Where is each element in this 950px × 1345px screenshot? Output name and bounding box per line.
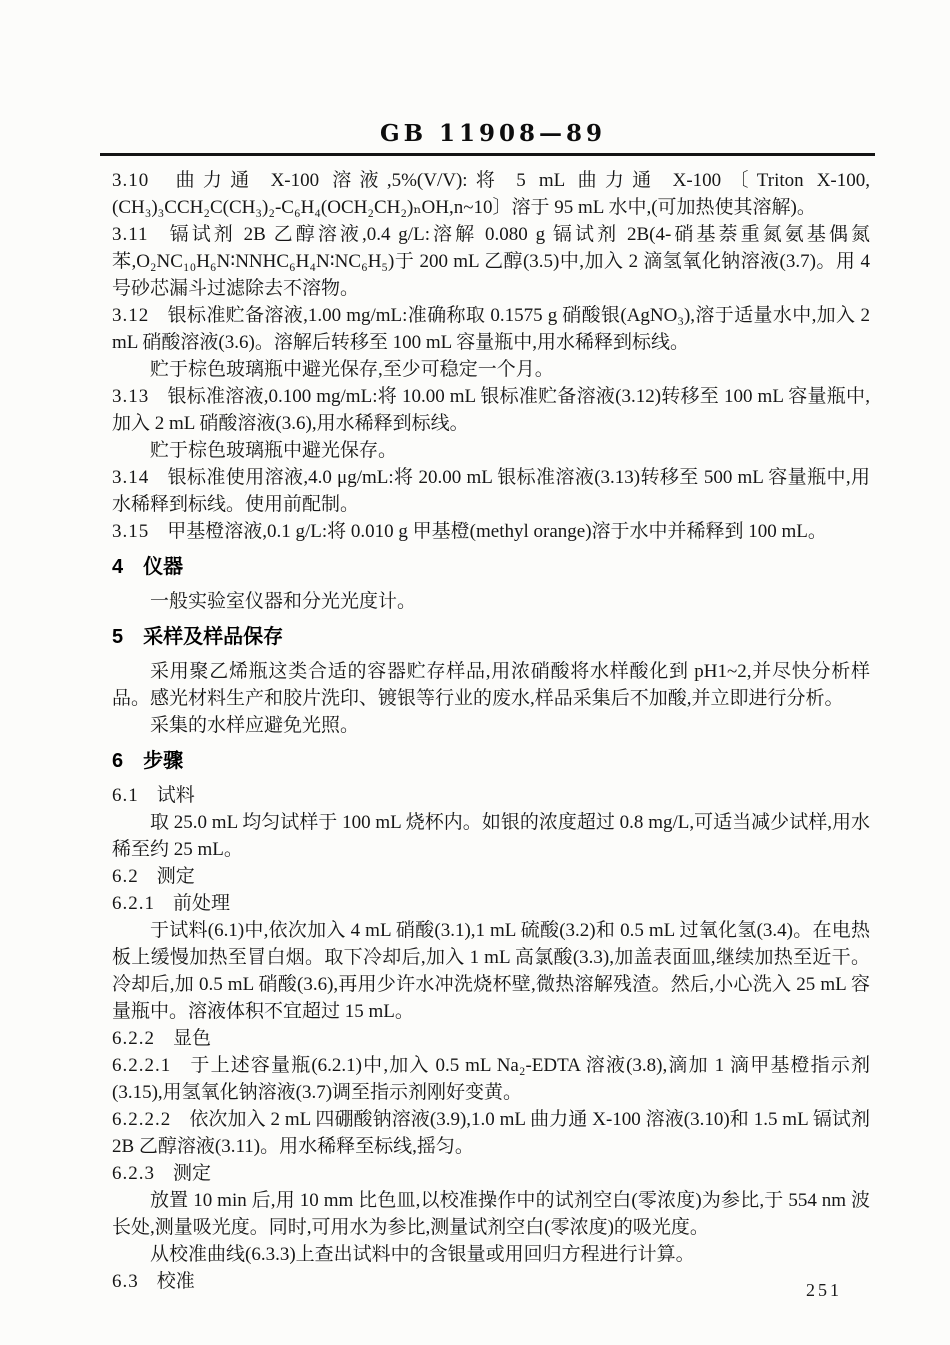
clause-6-2-2-2 [112,1106,870,1160]
clause-3-11 [112,221,870,302]
clause-6-2-1 [112,890,870,917]
page-number: 251 [806,1280,842,1300]
clause-3-13 [112,383,870,437]
clause-text: 依次加入 2 mL 四硼酸钠溶液(3.9),1.0 mL 曲力通 X-100 溶液(3.10)和 1.5 mL 镉试剂 2B 乙醇溶液(3.11)。用水稀释至标线,摇匀。 [112,1109,870,1157]
clause-text: 步骤 [143,750,184,772]
section-heading-4 [112,554,870,581]
section-heading-6 [112,748,870,775]
clause-number: 6.2 [112,866,139,887]
clause-6-1 [112,782,870,809]
clause-text: 甲基橙溶液,0.1 g/L:将 0.010 g 甲基橙(methyl orange)溶于水中并稀释到 100 mL。 [167,521,827,542]
standard-code-header: GB 11908—89 [379,120,607,147]
clause-number: 6.3 [112,1271,139,1292]
clause-text: 镉试剂 2B 乙醇溶液,0.4 g/L:溶解 0.080 g 镉试剂 2B(4-硝基萘重氮氨基偶氮苯,O₂NC₁₀H₆N∶NNHC₆H₄N∶NC₆H₅)于 200 mL 乙醇(3.5)中,加入 2 滴氢氧化钠溶液(3.7)。用 4 号砂芯漏斗过滤除去不溶物。 [112,224,870,299]
clause-number: 6.2.2.1 [112,1055,172,1076]
paragraph: 采用聚乙烯瓶这类合适的容器贮存样品,用浓硝酸将水样酸化到 pH1~2,并尽快分析样品。感光材料生产和胶片洗印、镀银等行业的废水,样品采集后不加酸,并立即进行分析。 [112,661,870,709]
clause-3-10 [112,167,870,221]
paragraph: 贮于棕色玻璃瓶中避光保存。 [150,440,398,461]
clause-number: 3.11 [112,224,149,245]
clause-text: 试料 [156,785,195,806]
clause-3-12 [112,302,870,356]
paragraph: 放置 10 min 后,用 10 mm 比色皿,以校准操作中的试剂空白(零浓度)为参比,于 554 nm 波长处,测量吸光度。同时,可用水为参比,测量试剂空白(零浓度)的吸光度。 [112,1190,870,1238]
clause-text: 显色 [173,1028,212,1049]
clause-number: 6.2.2 [112,1028,155,1049]
clause-text: 测定 [156,866,195,887]
clause-text: 银标准使用溶液,4.0 μg/mL:将 20.00 mL 银标准溶液(3.13)转移至 500 mL 容量瓶中,用水稀释到标线。使用前配制。 [112,467,870,515]
paragraph: 取 25.0 mL 均匀试样于 100 mL 烧杯内。如银的浓度超过 0.8 mg/L,可适当减少试样,用水稀至约 25 mL。 [112,812,870,860]
document-body [112,167,870,1295]
paragraph: 一般实验室仪器和分光光度计。 [150,591,417,612]
header-divider-rule [100,153,875,156]
clause-number: 6.1 [112,785,139,806]
clause-number: 3.13 [112,386,150,407]
clause-6-3 [112,1268,870,1295]
paragraph: 于试料(6.1)中,依次加入 4 mL 硝酸(3.1),1 mL 硫酸(3.2)和 0.5 mL 过氧化氢(3.4)。在电热板上缓慢加热至冒白烟。取下冷却后,加入 1 mL 高氯酸(3.3),加盖表面皿,继续加热至近干。冷却后,加 0.5 mL 硝酸(3.6),再用少许水冲洗烧杯壁,微热溶解残渣。然后,小心洗入 25 mL 容量瓶中。溶液体积不宜超过 15 mL。 [112,920,870,1022]
clause-3-15 [112,518,870,545]
paragraph: 采集的水样应避免光照。 [150,715,360,736]
clause-6-2-2 [112,1025,870,1052]
clause-6-2-3 [112,1160,870,1187]
clause-text: 前处理 [173,893,231,914]
clause-number: 4 [112,556,124,578]
paragraph: 贮于棕色玻璃瓶中避光保存,至少可稳定一个月。 [150,359,554,380]
clause-text: 仪器 [143,556,184,578]
clause-number: 6.2.2.2 [112,1109,172,1130]
clause-number: 6.2.1 [112,893,155,914]
clause-text: 银标准溶液,0.100 mg/mL:将 10.00 mL 银标准贮备溶液(3.12)转移至 100 mL 容量瓶中,加入 2 mL 硝酸溶液(3.6),用水稀释到标线。 [112,386,870,434]
section-heading-5 [112,624,870,651]
clause-3-14 [112,464,870,518]
clause-number: 3.12 [112,305,150,326]
clause-text: 采样及样品保存 [143,626,284,648]
paragraph: 从校准曲线(6.3.3)上查出试料中的含银量或用回归方程进行计算。 [150,1244,695,1265]
clause-number: 3.10 [112,170,150,191]
clause-text: 测定 [173,1163,212,1184]
clause-text: 曲力通 X-100 溶液,5%(V/V):将 5 mL 曲力通 X-100〔Triton X-100,(CH₃)₃CCH₂C(CH₃)₂-C₆H₄(OCH₂CH₂)ₙOH,n~10〕溶于 95 mL 水中,(可加热使其溶解)。 [112,170,870,218]
clause-6-2 [112,863,870,890]
clause-text: 校准 [156,1271,195,1292]
clause-number: 3.15 [112,521,150,542]
clause-number: 6.2.3 [112,1163,155,1184]
clause-text: 于上述容量瓶(6.2.1)中,加入 0.5 mL Na₂-EDTA 溶液(3.8),滴加 1 滴甲基橙指示剂(3.15),用氢氧化钠溶液(3.7)调至指示剂刚好变黄。 [112,1055,870,1103]
clause-number: 3.14 [112,467,150,488]
clause-number: 6 [112,750,124,772]
clause-text: 银标准贮备溶液,1.00 mg/mL:准确称取 0.1575 g 硝酸银(AgNO₃),溶于适量水中,加入 2 mL 硝酸溶液(3.6)。溶解后转移至 100 mL 容量瓶中,用水稀释到标线。 [112,305,870,353]
clause-number: 5 [112,626,124,648]
clause-6-2-2-1 [112,1052,870,1106]
